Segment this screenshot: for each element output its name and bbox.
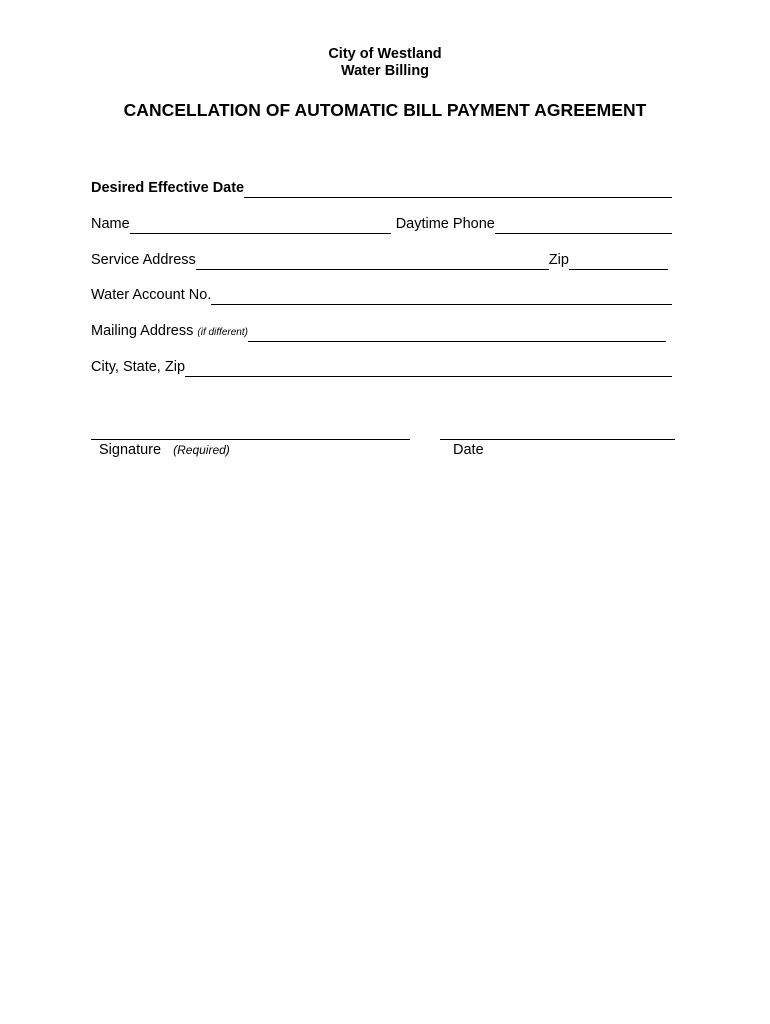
effective-date-label: Desired Effective Date: [91, 180, 245, 196]
date-label: Date: [453, 442, 484, 458]
signature-label-group: [99, 442, 230, 459]
water-account-field[interactable]: [211, 288, 672, 305]
zip-label: Zip: [548, 252, 569, 268]
effective-date-row: [91, 180, 672, 198]
signature-label: Signature: [99, 442, 162, 458]
effective-date-field[interactable]: [244, 181, 672, 198]
service-address-label: Service Address: [91, 252, 196, 268]
mailing-address-label-group: [91, 323, 248, 342]
zip-field[interactable]: [569, 253, 668, 270]
daytime-phone-label: Daytime Phone: [395, 216, 495, 232]
required-note: (Required): [173, 443, 230, 457]
signature-field[interactable]: [91, 439, 410, 440]
department-name: Water Billing: [340, 63, 430, 79]
mailing-address-field[interactable]: [248, 325, 666, 342]
water-account-row: [91, 287, 672, 305]
name-field[interactable]: [130, 217, 391, 234]
daytime-phone-field[interactable]: [495, 217, 672, 234]
mailing-address-row: [91, 323, 666, 342]
water-account-label: Water Account No.: [91, 287, 212, 303]
city-state-zip-field[interactable]: [185, 360, 672, 377]
city-state-zip-label: City, State, Zip: [91, 359, 186, 375]
mailing-address-label: Mailing Address: [91, 323, 194, 339]
form-title: CANCELLATION OF AUTOMATIC BILL PAYMENT AGREEMENT: [123, 100, 647, 120]
name-phone-row: [91, 216, 672, 234]
city-state-zip-row: [91, 359, 672, 377]
service-address-row: [91, 252, 668, 270]
service-address-field[interactable]: [196, 253, 549, 270]
mailing-address-note: (if different): [197, 327, 248, 338]
date-field[interactable]: [440, 439, 675, 440]
city-name: City of Westland: [328, 46, 442, 62]
name-label: Name: [91, 216, 130, 232]
